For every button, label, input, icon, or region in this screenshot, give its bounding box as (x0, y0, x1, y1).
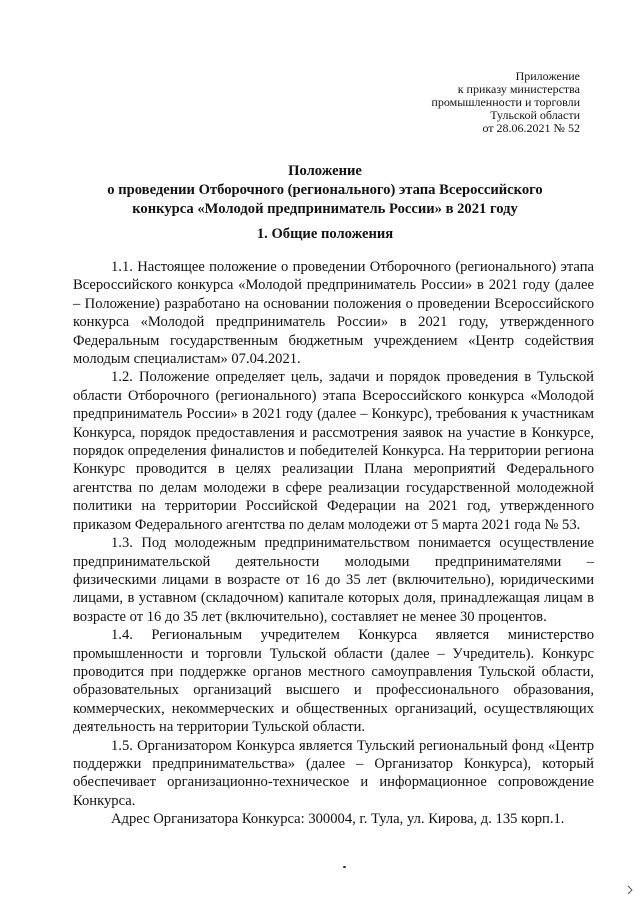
title-line: о проведении Отборочного (регионального) этапа Всероссийского (107, 182, 543, 198)
scan-dot (343, 866, 346, 868)
scan-corner-mark (626, 885, 634, 895)
appendix-line: к приказу министерства (457, 82, 580, 96)
paragraph-1-5: 1.5. Организатором Конкурса является Тульский региональный фонд «Центр поддержки предпринимательства» (далее – Организатор Конкурса), который обеспечивает организационно-техническое и информационное сопровождение Конкурса. (73, 737, 594, 809)
organizer-address: Адрес Организатора Конкурса: 300004, г. Тула, ул. Кирова, д. 135 корп.1. (111, 811, 565, 828)
document-body (73, 258, 594, 829)
paragraph-1-2: 1.2. Положение определяет цель, задачи и порядок проведения в Тульской области Отборочного (регионального) этапа Всероссийского конкурса «Молодой предприниматель России» в 2021 году (далее – Конкурс), требования к участникам Конкурса, порядок предоставления и рассмотрения заявок на участие в Конкурсе, порядок определения финалистов и победителей Конкурса. На территории региона Конкурс проводится в целях реализации Плана мероприятий Федерального агентства по делам молодежи в сфере реализации государственной молодежной политики на территории Российской Федерации на 2021 год, утвержденного приказом Федерального агентства по делам молодежи от 5 марта 2021 года № 53. (73, 369, 594, 533)
appendix-block (340, 70, 580, 135)
title-line: Положение (288, 163, 362, 179)
appendix-line: промышленности и торговли (431, 95, 580, 109)
appendix-line: Приложение (515, 69, 580, 83)
paragraph-1-4: 1.4. Региональным учредителем Конкурса является министерство промышленности и торговли Тульской области (далее – Учредитель). Конкурс проводится при поддержке органов местного самоуправления Тульской области, образовательных организаций высшего и профессионального образования, коммерческих, некоммерческих и общественных организаций, осуществляющих деятельность на территории Тульской области. (73, 627, 594, 736)
paragraph-1-1: 1.1. Настоящее положение о проведении Отборочного (регионального) этапа Всероссийского конкурса «Молодой предприниматель России» в 2021 году (далее – Положение) разработано на основании положения о проведении Всероссийского конкурса «Молодой предприниматель России» в 2021 году, утвержденного Федеральным государственным бюджетным учреждением «Центр содействия молодым специалистам» 07.04.2021. (73, 259, 594, 368)
document-title (60, 162, 590, 219)
section-heading: 1. Общие положения (256, 226, 394, 242)
appendix-date-line: от 28.06.2021 № 52 (482, 121, 580, 135)
paragraph-1-3: 1.3. Под молодежным предпринимательством понимается осуществление предпринимательской деятельности молодыми предпринимателями – физическими лицами в возрасте от 16 до 35 лет (включительно), юридическими лицами, в уставном (складочном) капитале которых доля, принадлежащая лицам в возрасте от 16 до 35 лет (включительно), составляет не менее 30 процентов. (73, 535, 594, 625)
appendix-line: Тульской области (490, 108, 580, 122)
title-line: конкурса «Молодой предприниматель России» в 2021 году (132, 201, 518, 217)
